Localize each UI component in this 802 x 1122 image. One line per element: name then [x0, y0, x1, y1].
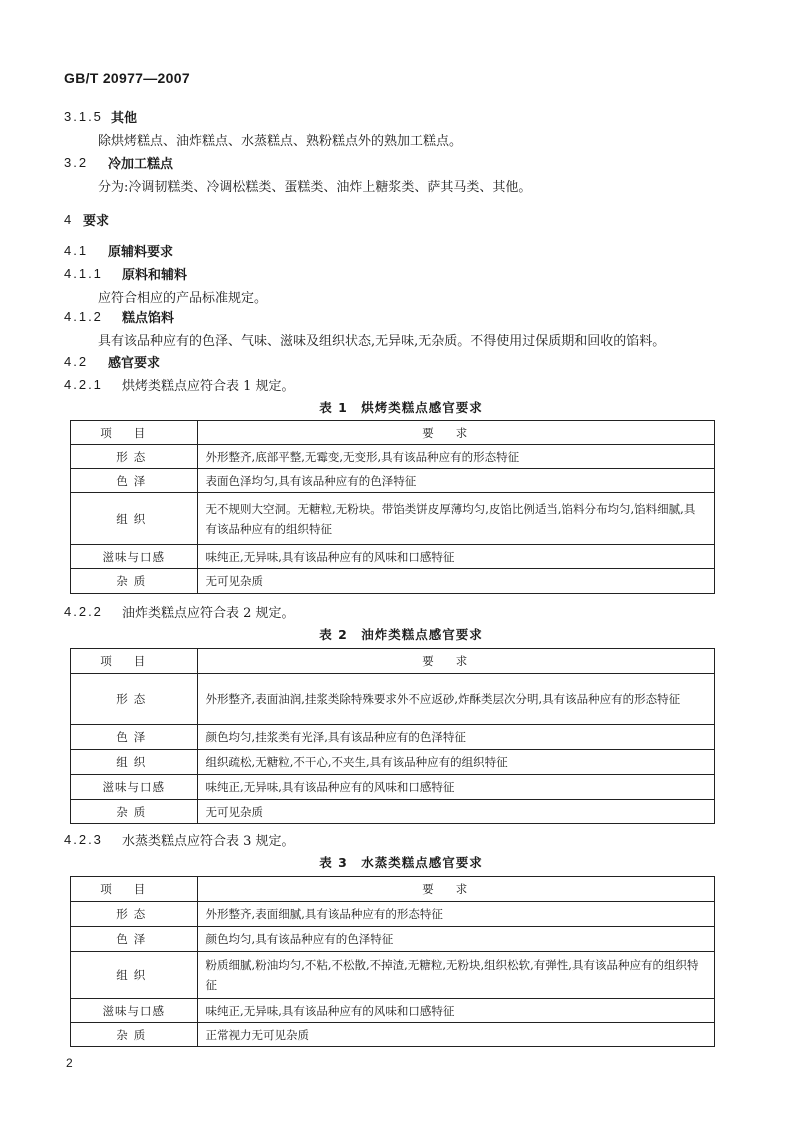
section-number: 3.1.5 — [64, 109, 103, 124]
section-number: 4.1.1 — [64, 266, 103, 281]
table-row — [71, 569, 715, 594]
table-row — [71, 469, 715, 493]
item-cell: 组织 — [71, 493, 198, 545]
section-number: 4.2.3 — [64, 832, 103, 847]
item-cell: 滋味与口感 — [71, 545, 198, 569]
requirement-cell: 味纯正,无异味,具有该品种应有的风味和口感特征 — [197, 545, 714, 569]
page-number: 2 — [66, 1056, 73, 1070]
requirement-cell: 外形整齐,底部平整,无霉变,无变形,具有该品种应有的形态特征 — [197, 445, 714, 469]
item-cell: 杂质 — [71, 800, 198, 824]
section-text: 具有该品种应有的色泽、气味、滋味及组织状态,无异味,无杂质。不得使用过保质期和回收的馅料。 — [98, 334, 666, 349]
table-row — [71, 927, 715, 952]
item-cell: 杂质 — [71, 1023, 198, 1047]
table-header-cell: 要求 — [197, 649, 714, 674]
requirement-cell: 无可见杂质 — [197, 569, 714, 594]
item-cell: 组织 — [71, 750, 198, 775]
table-row — [71, 800, 715, 824]
table-3 — [70, 876, 715, 1047]
requirement-cell: 颜色均匀,具有该品种应有的色泽特征 — [197, 927, 714, 952]
section-text: 除烘烤糕点、油炸糕点、水蒸糕点、熟粉糕点外的熟加工糕点。 — [98, 134, 463, 149]
section-title: 其他 — [111, 111, 138, 126]
item-cell: 色泽 — [71, 725, 198, 750]
requirement-cell: 组织疏松,无糖粒,不干心,不夹生,具有该品种应有的组织特征 — [197, 750, 714, 775]
requirement-cell: 颜色均匀,挂浆类有光泽,具有该品种应有的色泽特征 — [197, 725, 714, 750]
section-number: 4.1 — [64, 243, 89, 258]
section-number: 4.1.2 — [64, 309, 103, 324]
document-code: GB/T 20977—2007 — [64, 70, 190, 86]
table-row — [71, 775, 715, 800]
table-header-cell: 项目 — [71, 877, 198, 902]
section-title: 糕点馅料 — [122, 311, 175, 326]
section-number: 3.2 — [64, 155, 89, 170]
table-row — [71, 1023, 715, 1047]
section-text: 油炸类糕点应符合表 2 规定。 — [122, 606, 295, 621]
item-cell: 形态 — [71, 902, 198, 927]
item-cell: 滋味与口感 — [71, 999, 198, 1023]
section-text: 分为:冷调韧糕类、冷调松糕类、蛋糕类、油炸上糖浆类、萨其马类、其他。 — [98, 180, 532, 195]
requirement-cell: 味纯正,无异味,具有该品种应有的风味和口感特征 — [197, 999, 714, 1023]
requirement-cell: 外形整齐,表面油润,挂浆类除特殊要求外不应返砂,炸酥类层次分明,具有该品种应有的形态特征 — [197, 674, 714, 725]
table-row — [71, 902, 715, 927]
table-row — [71, 999, 715, 1023]
item-cell: 色泽 — [71, 469, 198, 493]
table-row — [71, 725, 715, 750]
table-header-cell: 项目 — [71, 421, 198, 445]
section-title: 感官要求 — [108, 356, 161, 371]
section-number: 4.2.2 — [64, 604, 103, 619]
table-row — [71, 674, 715, 725]
table-row — [71, 493, 715, 545]
item-cell: 形态 — [71, 445, 198, 469]
section-number: 4 — [64, 212, 74, 227]
table-caption: 表 3 水蒸类糕点感官要求 — [319, 855, 483, 870]
item-cell: 滋味与口感 — [71, 775, 198, 800]
table-row — [71, 952, 715, 999]
section-number: 4.2 — [64, 354, 89, 369]
table-caption: 表 1 烘烤类糕点感官要求 — [319, 400, 483, 415]
table-row — [71, 545, 715, 569]
item-cell: 形态 — [71, 674, 198, 725]
requirement-cell: 正常视力无可见杂质 — [197, 1023, 714, 1047]
requirement-cell: 无不规则大空洞。无糖粒,无粉块。带馅类饼皮厚薄均匀,皮馅比例适当,馅料分布均匀,馅料细腻,具有该品种应有的组织特征 — [197, 493, 714, 545]
section-number: 4.2.1 — [64, 377, 103, 392]
section-title: 冷加工糕点 — [108, 157, 174, 172]
section-text: 水蒸类糕点应符合表 3 规定。 — [122, 834, 295, 849]
table-header-cell: 要求 — [197, 421, 714, 445]
requirement-cell: 粉质细腻,粉油均匀,不粘,不松散,不掉渣,无糖粒,无粉块,组织松软,有弹性,具有该品种应有的组织特征 — [197, 952, 714, 999]
requirement-cell: 无可见杂质 — [197, 800, 714, 824]
item-cell: 色泽 — [71, 927, 198, 952]
table-caption: 表 2 油炸类糕点感官要求 — [319, 627, 483, 642]
item-cell: 杂质 — [71, 569, 198, 594]
section-title: 原料和辅料 — [122, 268, 188, 283]
requirement-cell: 外形整齐,表面细腻,具有该品种应有的形态特征 — [197, 902, 714, 927]
table-header-cell: 项目 — [71, 649, 198, 674]
table-row — [71, 750, 715, 775]
section-text: 烘烤类糕点应符合表 1 规定。 — [122, 379, 295, 394]
table-row — [71, 445, 715, 469]
section-title: 要求 — [83, 214, 110, 229]
table-2 — [70, 648, 715, 824]
requirement-cell: 味纯正,无异味,具有该品种应有的风味和口感特征 — [197, 775, 714, 800]
item-cell: 组织 — [71, 952, 198, 999]
requirement-cell: 表面色泽均匀,具有该品种应有的色泽特征 — [197, 469, 714, 493]
table-1 — [70, 420, 715, 594]
section-title: 原辅料要求 — [108, 245, 174, 260]
section-text: 应符合相应的产品标准规定。 — [98, 291, 268, 306]
table-header-cell: 要求 — [197, 877, 714, 902]
